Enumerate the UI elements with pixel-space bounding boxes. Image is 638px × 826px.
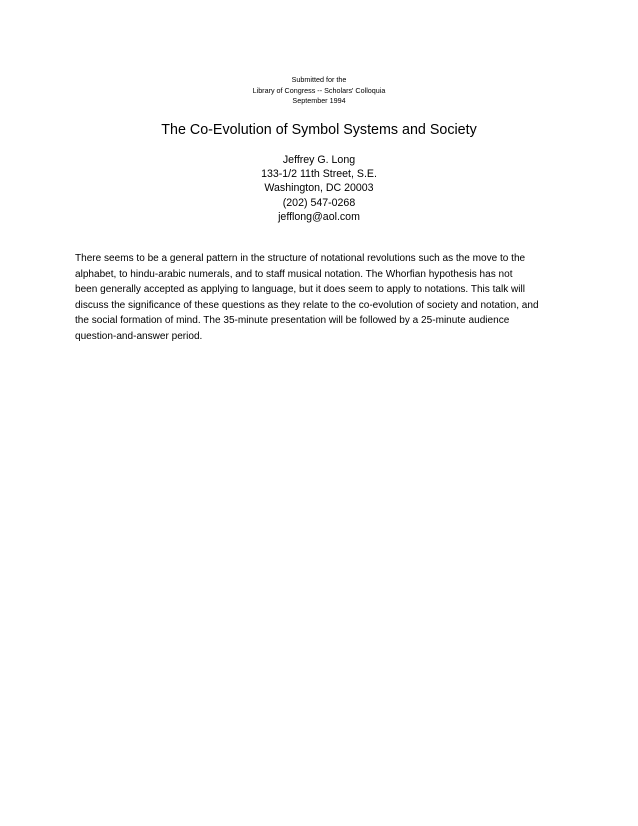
author-phone: (202) 547-0268	[282, 196, 356, 209]
abstract-line: the social formation of mind. The 35-minute presentation will be followed by a 25-minute audience	[75, 315, 510, 327]
author-name: Jeffrey G. Long	[282, 154, 356, 166]
date-line: September 1994	[292, 96, 346, 105]
abstract-line: alphabet, to hindu-arabic numerals, and to staff musical notation. The Whorfian hypothesis has not	[75, 268, 513, 280]
abstract-line: discuss the significance of these questions as they relate to the co-evolution of society and notation, and	[75, 299, 539, 311]
paper-title: The Co-Evolution of Symbol Systems and Society	[161, 122, 477, 138]
author-email: jefflong@aol.com	[278, 210, 360, 223]
abstract-line: been generally accepted as applying to language, but it does seem to apply to notations. This talk will	[75, 284, 525, 296]
submission-line: Submitted for the	[291, 75, 347, 84]
abstract-line: question-and-answer period.	[75, 330, 203, 342]
author-block	[0, 153, 638, 224]
author-street: 133-1/2 11th Street, S.E.	[261, 168, 377, 181]
abstract-line: There seems to be a general pattern in the structure of notational revolutions such as the move to the	[75, 253, 526, 264]
colloquium-line: Library of Congress -- Scholars' Colloquia	[252, 85, 386, 95]
abstract-paragraph	[75, 251, 575, 345]
submission-header	[0, 75, 638, 107]
author-city: Washington, DC 20003	[264, 182, 374, 195]
